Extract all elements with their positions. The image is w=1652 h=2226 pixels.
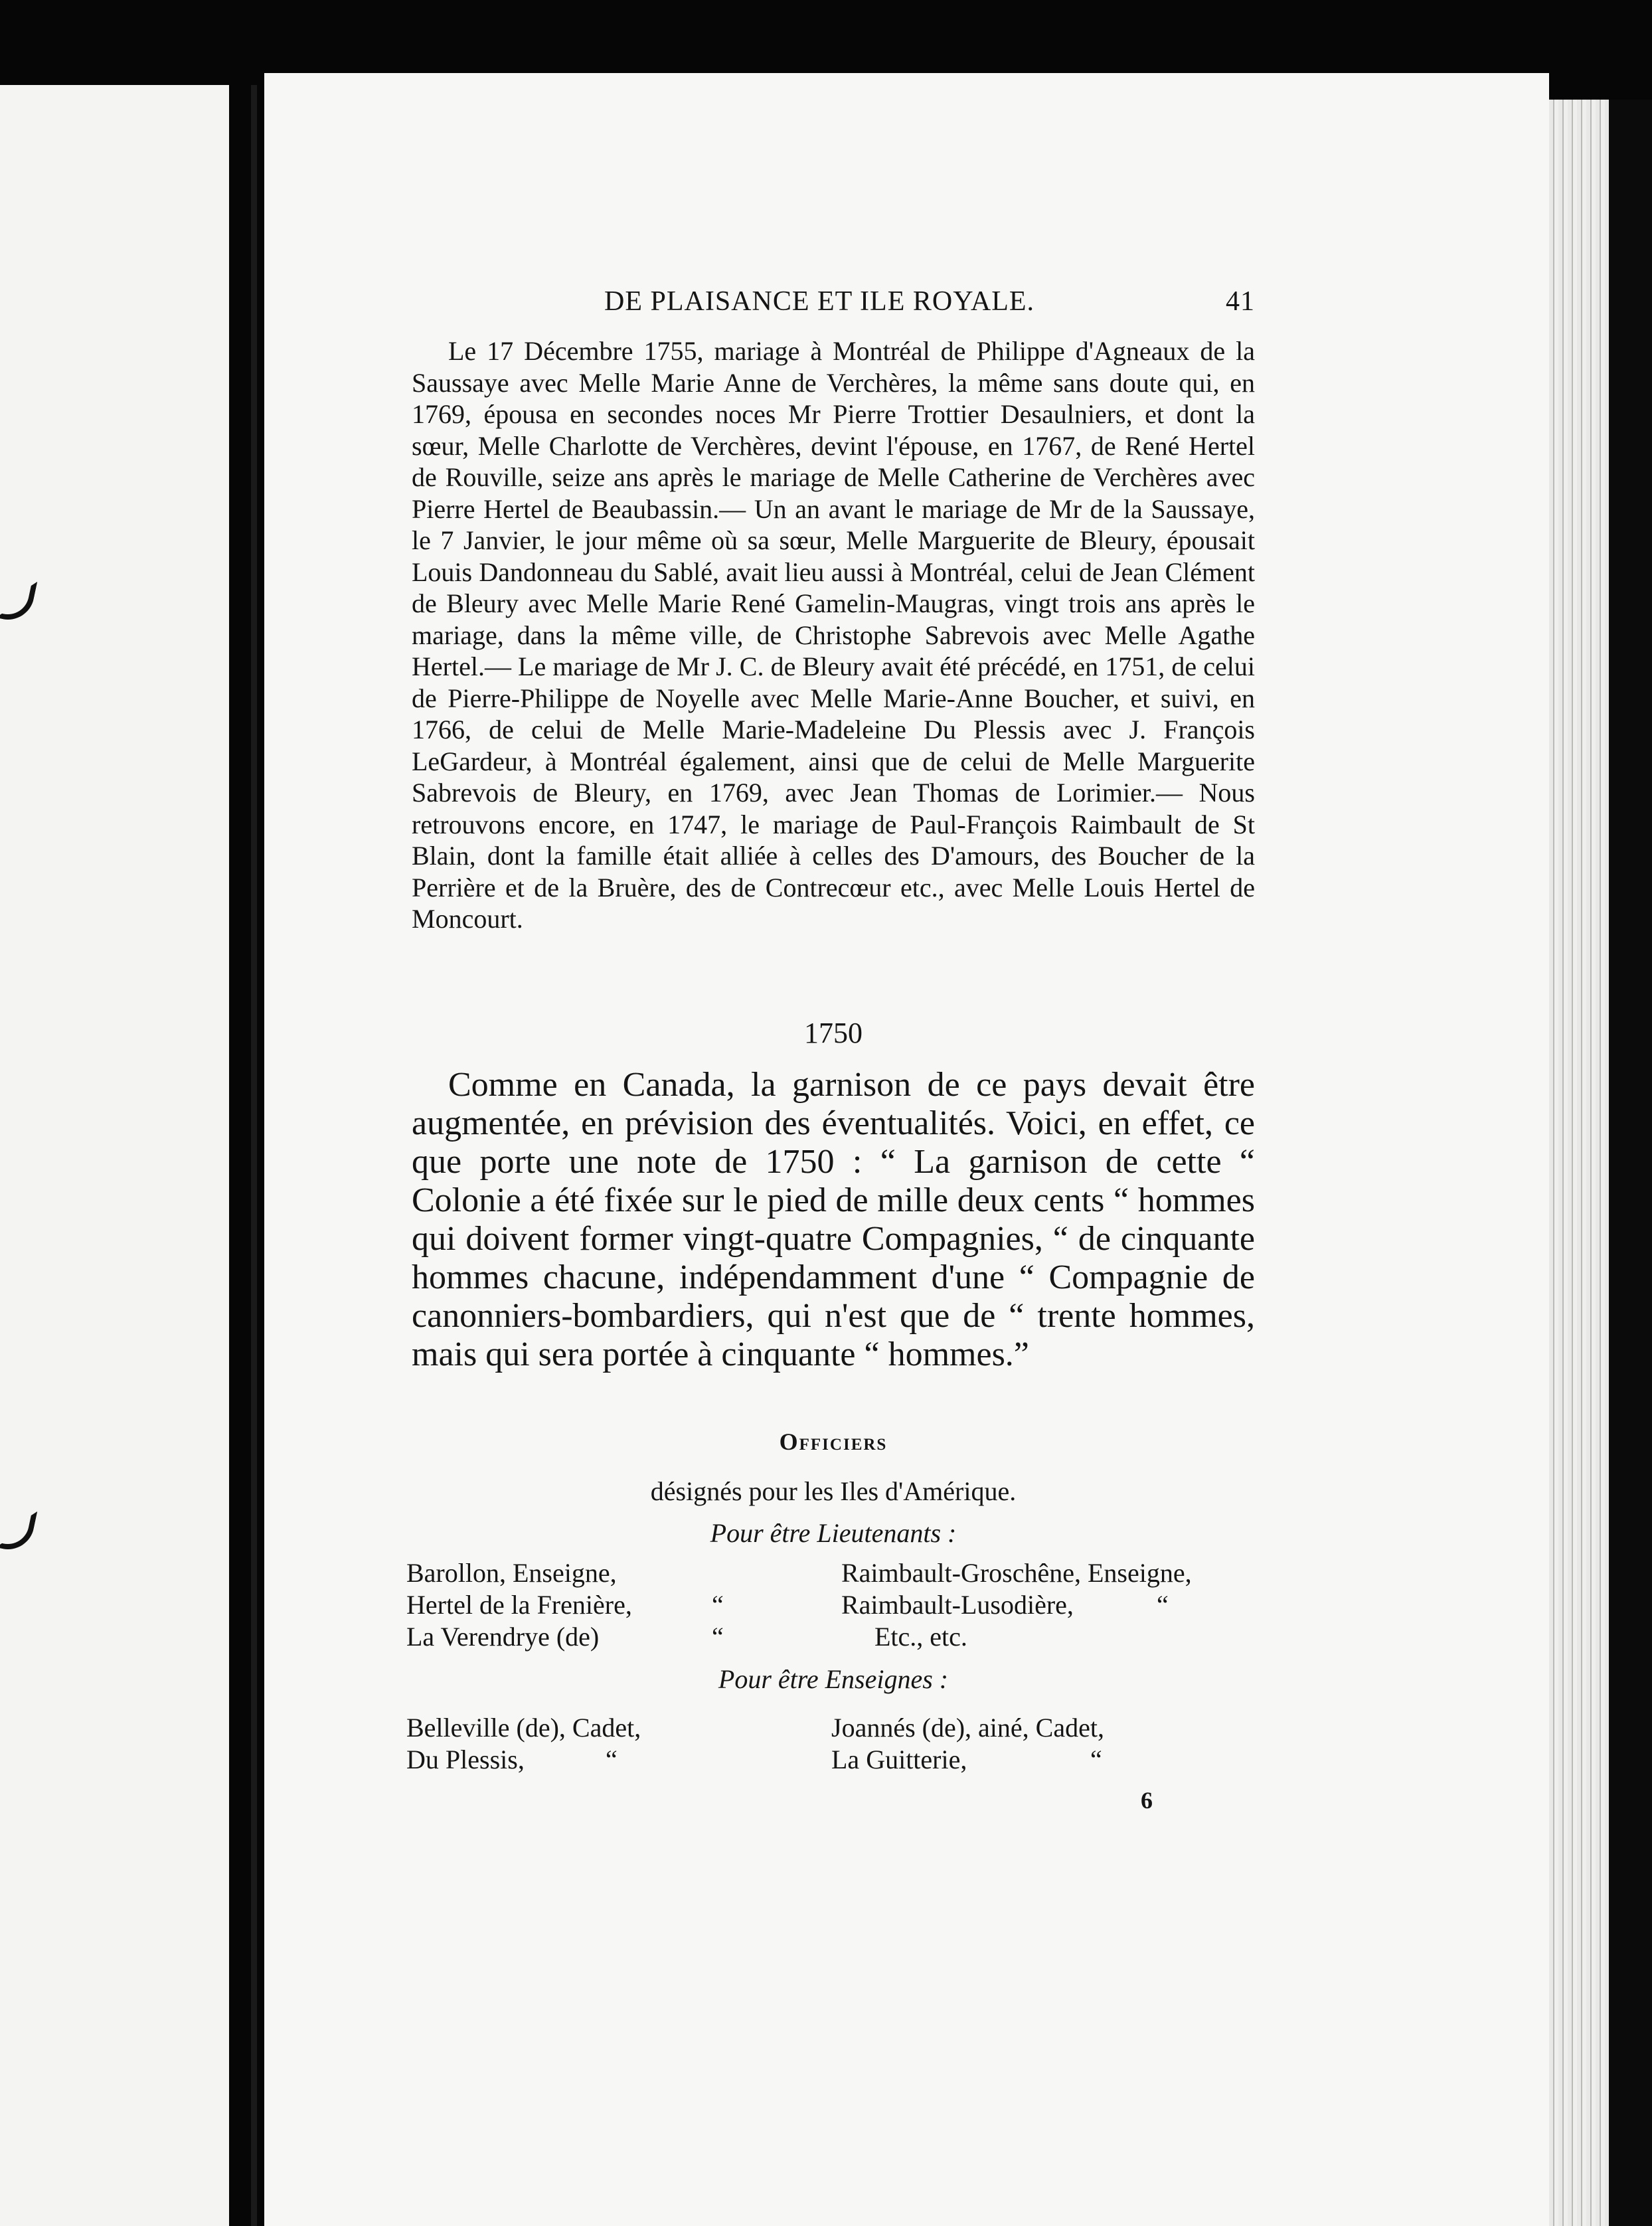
lieutenants-list — [406, 1557, 1263, 1653]
scan-border — [1609, 100, 1652, 2226]
lieutenants-heading: Pour être Lieutenants : — [710, 1518, 957, 1548]
ditto-mark: “ — [1090, 1745, 1102, 1774]
roster-name: La Verendrye (de) — [406, 1622, 600, 1652]
page-edges — [1549, 100, 1609, 2226]
page-number: 41 — [1226, 286, 1255, 317]
roster-row — [406, 1621, 1263, 1653]
roster-row — [406, 1589, 1263, 1621]
officers-subtitle: désignés pour les Iles d'Amérique. — [650, 1476, 1017, 1506]
roster-name: Hertel de la Frenière, — [406, 1590, 632, 1620]
section-year-heading: 1750 — [804, 1017, 863, 1049]
ditto-mark: “ — [712, 1622, 724, 1652]
roster-name: Joannés (de), ainé, Cadet, — [831, 1713, 1104, 1743]
header-title: DE PLAISANCE ET ILE ROYALE. — [604, 286, 1035, 317]
officers-heading: Officiers — [779, 1428, 888, 1455]
roster-name: Belleville (de), Cadet, — [406, 1713, 641, 1743]
ditto-mark: “ — [712, 1590, 724, 1620]
body-paragraph-marriages: Le 17 Décembre 1755, mariage à Montréal de Philippe d'Agneaux de la Saussaye avec Melle Marie Anne de Verchères, la même sans doute qui, en 1769, épousa en secondes noces Mr Pierre Trottier Desaulniers, et dont la sœur, Melle Charlotte de Verchères, devint l'épouse, en 1767, de René Hertel de Rouville, seize ans après le mariage de Melle Catherine de Verchères avec Pierre Hertel de Beaubassin.— Un an avant le mariage de Mr de la Saussaye, le 7 Janvier, le jour même où sa sœur, Melle Marguerite de Bleury, épousait Louis Dandonneau du Sablé, avait lieu aussi à Montréal, celui de Jean Clément de Bleury avec Melle Marie René Gamelin-Maugras, vingt trois ans après le mariage, dans la même ville, de Christophe Sabrevois avec Melle Agathe Hertel.— Le mariage de Mr J. C. de Bleury avait été précédé, en 1751, de celui de Pierre-Philippe de Noyelle avec Melle Marie-Anne Boucher, et suivi, en 1766, de celui de Melle Marie-Madeleine Du Plessis avec J. François LeGardeur, à Montréal également, ainsi que de celui de Melle Marguerite Sabrevois de Bleury, en 1769, avec Jean Thomas de Lorimier.— Nous retrouvons encore, en 1747, le mariage de Paul-François Raimbault de St Blain, dont la famille était alliée à celles des D'amours, des Boucher de la Perrière et de la Bruère, des de Contrecœur etc., avec Melle Louis Hertel de Moncourt. — [412, 336, 1255, 934]
roster-row — [406, 1557, 1263, 1589]
roster-name: Du Plessis, — [406, 1745, 525, 1774]
running-header — [412, 286, 1255, 325]
ditto-mark: “ — [606, 1745, 618, 1774]
roster-name: La Guitterie, — [831, 1745, 967, 1774]
roster-name: Raimbault-Lusodière, — [841, 1590, 1074, 1620]
enseignes-heading: Pour être Enseignes : — [718, 1664, 949, 1694]
roster-row — [406, 1744, 1263, 1776]
roster-name: Barollon, Enseigne, — [406, 1558, 617, 1588]
ditto-mark: “ — [1157, 1590, 1169, 1620]
roster-row — [406, 1712, 1263, 1744]
page-gutter — [251, 85, 257, 2226]
body-paragraph-garrison: Comme en Canada, la garnison de ce pays devait être augmentée, en prévision des éventualités. Voici, en effet, ce que porte une note de 1750 : “ La garnison de cette “ Colonie a été fixée sur le pied de mille deux cents “ hommes qui doivent former vingt-quatre Compagnies, “ de cinquante hommes chacune, indépendamment d'une “ Compagnie de canonniers-bombardiers, qui n'est que de “ trente hommes, mais qui sera portée à cinquante “ hommes.” — [412, 1066, 1255, 1373]
left-page-fragment — [0, 85, 229, 2226]
signature-mark: 6 — [1141, 1787, 1153, 1814]
enseignes-list — [406, 1712, 1263, 1776]
roster-name: Etc., etc. — [874, 1622, 967, 1652]
roster-name: Raimbault-Groschêne, Enseigne, — [841, 1558, 1192, 1588]
